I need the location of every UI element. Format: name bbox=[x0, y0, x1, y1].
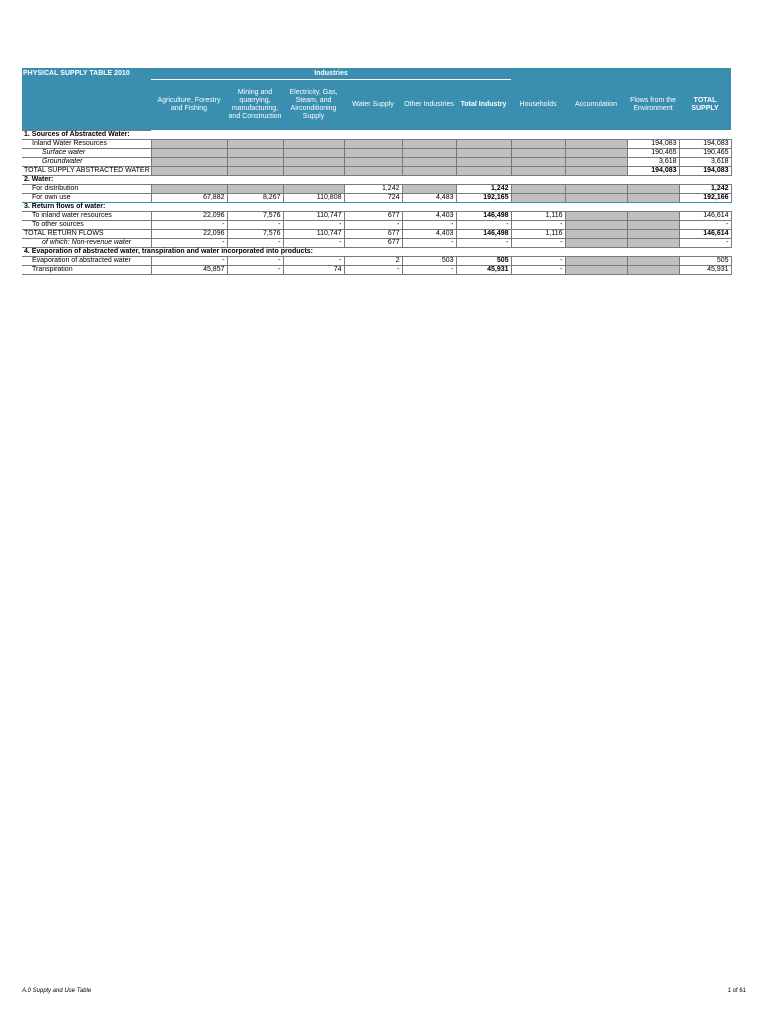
footer-page-number: 1 of 61 bbox=[727, 988, 746, 994]
table-row bbox=[22, 211, 731, 220]
table-cell: 194,083 bbox=[627, 166, 679, 175]
empty-cell bbox=[511, 202, 565, 211]
empty-cell bbox=[151, 202, 227, 211]
table-cell: - bbox=[283, 256, 344, 265]
table-cell: 3,618 bbox=[679, 157, 731, 166]
table-cell bbox=[627, 256, 679, 265]
table-cell: 22,096 bbox=[151, 229, 227, 238]
empty-cell bbox=[402, 247, 456, 256]
empty-cell bbox=[627, 130, 679, 139]
row-label: Surface water bbox=[22, 148, 151, 157]
header-spacer bbox=[511, 68, 731, 80]
row-label: For distribution bbox=[22, 184, 151, 193]
table-row bbox=[22, 256, 731, 265]
table-row bbox=[22, 247, 731, 256]
table-cell bbox=[283, 166, 344, 175]
table-cell bbox=[227, 148, 283, 157]
table-cell bbox=[456, 139, 511, 148]
table-cell: - bbox=[227, 265, 283, 274]
table-cell: 74 bbox=[283, 265, 344, 274]
table-cell: 146,498 bbox=[456, 211, 511, 220]
table-row bbox=[22, 202, 731, 211]
table-cell bbox=[227, 139, 283, 148]
table-cell: 503 bbox=[402, 256, 456, 265]
table-cell bbox=[511, 157, 565, 166]
table-cell: - bbox=[283, 220, 344, 229]
table-cell bbox=[565, 238, 627, 247]
table-row bbox=[22, 238, 731, 247]
table-cell bbox=[565, 229, 627, 238]
empty-cell bbox=[627, 175, 679, 184]
empty-cell bbox=[283, 202, 344, 211]
column-header: TOTAL SUPPLY bbox=[679, 80, 731, 131]
table-cell bbox=[151, 139, 227, 148]
table-cell: - bbox=[227, 238, 283, 247]
table-row bbox=[22, 166, 731, 175]
table-cell: 45,931 bbox=[456, 265, 511, 274]
table-cell: - bbox=[344, 265, 402, 274]
column-header: Water Supply bbox=[344, 80, 402, 131]
table-cell bbox=[511, 184, 565, 193]
table-row bbox=[22, 148, 731, 157]
empty-cell bbox=[344, 175, 402, 184]
empty-cell bbox=[456, 130, 511, 139]
table-cell: 194,083 bbox=[679, 166, 731, 175]
empty-cell bbox=[511, 130, 565, 139]
table-cell: 3,618 bbox=[627, 157, 679, 166]
table-cell: 110,747 bbox=[283, 229, 344, 238]
table-row bbox=[22, 139, 731, 148]
table-cell bbox=[565, 184, 627, 193]
table-cell: - bbox=[679, 220, 731, 229]
row-label: TOTAL SUPPLY ABSTRACTED WATER bbox=[24, 166, 150, 174]
empty-cell bbox=[227, 130, 283, 139]
table-cell: 677 bbox=[344, 229, 402, 238]
empty-cell bbox=[565, 202, 627, 211]
table-cell: - bbox=[402, 220, 456, 229]
row-label: Evaporation of abstracted water bbox=[22, 256, 151, 265]
table-row bbox=[22, 193, 731, 202]
table-cell bbox=[511, 148, 565, 157]
table-cell: 67,882 bbox=[151, 193, 227, 202]
table-cell: - bbox=[227, 220, 283, 229]
empty-cell bbox=[456, 247, 511, 256]
industries-header: Industries bbox=[151, 68, 511, 80]
empty-cell bbox=[227, 175, 283, 184]
physical-supply-table bbox=[22, 68, 732, 275]
table-cell bbox=[344, 166, 402, 175]
table-cell bbox=[402, 184, 456, 193]
row-label: of which: Non-revenue water bbox=[22, 238, 151, 247]
table-cell: 2 bbox=[344, 256, 402, 265]
table-cell: 1,116 bbox=[511, 229, 565, 238]
supply-table-sheet bbox=[22, 68, 731, 275]
empty-cell bbox=[227, 202, 283, 211]
table-cell: 192,165 bbox=[456, 193, 511, 202]
table-cell bbox=[565, 265, 627, 274]
table-cell bbox=[402, 157, 456, 166]
table-cell: - bbox=[402, 265, 456, 274]
table-cell bbox=[511, 193, 565, 202]
table-cell: - bbox=[511, 256, 565, 265]
table-cell bbox=[627, 220, 679, 229]
empty-cell bbox=[151, 175, 227, 184]
table-cell: 192,166 bbox=[679, 193, 731, 202]
row-label: For own use bbox=[22, 193, 151, 202]
empty-cell bbox=[679, 202, 731, 211]
table-cell: 190,465 bbox=[627, 148, 679, 157]
empty-cell bbox=[511, 175, 565, 184]
table-cell bbox=[565, 193, 627, 202]
table-row bbox=[22, 229, 731, 238]
row-label: TOTAL RETURN FLOWS bbox=[22, 229, 151, 238]
column-header: Agriculture, Forestry and Fishing bbox=[151, 80, 227, 131]
empty-cell bbox=[679, 130, 731, 139]
row-label: Transpiration bbox=[22, 265, 151, 274]
table-cell: 724 bbox=[344, 193, 402, 202]
table-cell bbox=[627, 184, 679, 193]
table-cell bbox=[151, 184, 227, 193]
table-row bbox=[22, 265, 731, 274]
table-cell: 110,747 bbox=[283, 211, 344, 220]
table-row bbox=[22, 220, 731, 229]
column-header: Flows from the Environment bbox=[627, 80, 679, 131]
table-cell: 7,576 bbox=[227, 211, 283, 220]
row-label: 4. Evaporation of abstracted water, transpiration and water incorporated into products: bbox=[24, 247, 313, 255]
empty-cell bbox=[627, 202, 679, 211]
table-cell bbox=[565, 166, 627, 175]
table-cell: 190,465 bbox=[679, 148, 731, 157]
table-cell bbox=[283, 184, 344, 193]
table-cell: - bbox=[151, 220, 227, 229]
table-cell: - bbox=[151, 238, 227, 247]
column-header: Households bbox=[511, 80, 565, 131]
table-cell: 4,403 bbox=[402, 211, 456, 220]
table-cell bbox=[565, 211, 627, 220]
table-cell bbox=[627, 193, 679, 202]
table-cell: 4,403 bbox=[402, 229, 456, 238]
table-cell bbox=[151, 166, 227, 175]
table-cell: 505 bbox=[456, 256, 511, 265]
column-header: Electricity, Gas, Steam, and Airconditioning Supply bbox=[283, 80, 344, 131]
table-cell bbox=[344, 139, 402, 148]
empty-cell bbox=[283, 175, 344, 184]
row-label: Groundwater bbox=[22, 157, 151, 166]
table-cell: - bbox=[511, 220, 565, 229]
table-cell bbox=[565, 139, 627, 148]
table-cell bbox=[456, 166, 511, 175]
empty-cell bbox=[511, 247, 565, 256]
table-cell: - bbox=[456, 220, 511, 229]
table-cell: 22,096 bbox=[151, 211, 227, 220]
table-cell: - bbox=[511, 265, 565, 274]
table-cell: 505 bbox=[679, 256, 731, 265]
table-cell: 45,931 bbox=[679, 265, 731, 274]
table-cell: - bbox=[151, 256, 227, 265]
empty-cell bbox=[565, 130, 627, 139]
table-cell: 1,242 bbox=[344, 184, 402, 193]
empty-cell bbox=[402, 202, 456, 211]
column-header: Other Industries bbox=[402, 80, 456, 131]
table-cell bbox=[402, 148, 456, 157]
column-header: Total Industry bbox=[456, 80, 511, 131]
row-label: Inland Water Resources bbox=[22, 139, 151, 148]
table-cell bbox=[283, 139, 344, 148]
column-header: Accumulation bbox=[565, 80, 627, 131]
empty-cell bbox=[344, 130, 402, 139]
table-cell: - bbox=[511, 238, 565, 247]
table-cell: 194,083 bbox=[679, 139, 731, 148]
table-cell: - bbox=[456, 238, 511, 247]
table-cell bbox=[627, 238, 679, 247]
table-cell bbox=[565, 148, 627, 157]
empty-cell bbox=[565, 175, 627, 184]
table-cell: 146,614 bbox=[679, 211, 731, 220]
table-cell: 1,242 bbox=[679, 184, 731, 193]
table-title: PHYSICAL SUPPLY TABLE 2010 bbox=[22, 68, 151, 80]
row-label: To other sources bbox=[22, 220, 151, 229]
table-cell: 1,242 bbox=[456, 184, 511, 193]
row-label: 1. Sources of Abstracted Water: bbox=[22, 130, 151, 139]
table-cell: 45,857 bbox=[151, 265, 227, 274]
table-cell: 1,116 bbox=[511, 211, 565, 220]
empty-cell bbox=[344, 247, 402, 256]
table-cell bbox=[627, 229, 679, 238]
table-cell bbox=[565, 220, 627, 229]
table-row bbox=[22, 184, 731, 193]
empty-cell bbox=[679, 175, 731, 184]
table-row bbox=[22, 130, 731, 139]
table-cell: 110,808 bbox=[283, 193, 344, 202]
table-cell bbox=[511, 139, 565, 148]
table-cell bbox=[565, 256, 627, 265]
footer-sheet-name: A.0 Supply and Use Table bbox=[22, 988, 92, 994]
table-cell bbox=[627, 265, 679, 274]
table-cell: 8,267 bbox=[227, 193, 283, 202]
empty-cell bbox=[344, 202, 402, 211]
table-cell bbox=[227, 166, 283, 175]
table-cell: 7,576 bbox=[227, 229, 283, 238]
empty-cell bbox=[402, 175, 456, 184]
table-cell: 4,483 bbox=[402, 193, 456, 202]
empty-cell bbox=[283, 130, 344, 139]
table-cell bbox=[344, 157, 402, 166]
table-cell: 146,498 bbox=[456, 229, 511, 238]
row-label: To inland water resources bbox=[22, 211, 151, 220]
empty-cell bbox=[565, 247, 627, 256]
table-row bbox=[22, 175, 731, 184]
table-cell bbox=[456, 157, 511, 166]
row-label: 3. Return flows of water: bbox=[22, 202, 151, 211]
table-row bbox=[22, 157, 731, 166]
empty-cell bbox=[151, 130, 227, 139]
table-cell: - bbox=[679, 238, 731, 247]
table-cell bbox=[402, 139, 456, 148]
table-cell: - bbox=[402, 238, 456, 247]
row-label-header bbox=[22, 80, 151, 131]
table-cell bbox=[344, 148, 402, 157]
table-cell: - bbox=[344, 220, 402, 229]
table-cell: 677 bbox=[344, 238, 402, 247]
row-label: 2. Water: bbox=[22, 175, 151, 184]
table-cell: 677 bbox=[344, 211, 402, 220]
column-header: Mining and quarrying, manufacturing, and Construction bbox=[227, 80, 283, 131]
empty-cell bbox=[679, 247, 731, 256]
table-cell bbox=[627, 211, 679, 220]
table-cell bbox=[151, 148, 227, 157]
table-cell bbox=[511, 166, 565, 175]
table-cell bbox=[456, 148, 511, 157]
table-cell bbox=[227, 157, 283, 166]
table-cell: - bbox=[283, 238, 344, 247]
table-cell bbox=[283, 148, 344, 157]
table-cell bbox=[402, 166, 456, 175]
table-cell: - bbox=[227, 256, 283, 265]
table-cell bbox=[227, 184, 283, 193]
table-cell bbox=[565, 157, 627, 166]
table-cell bbox=[283, 157, 344, 166]
empty-cell bbox=[627, 247, 679, 256]
table-cell: 194,083 bbox=[627, 139, 679, 148]
empty-cell bbox=[456, 202, 511, 211]
table-cell bbox=[151, 157, 227, 166]
table-cell: 146,614 bbox=[679, 229, 731, 238]
empty-cell bbox=[402, 130, 456, 139]
empty-cell bbox=[456, 175, 511, 184]
